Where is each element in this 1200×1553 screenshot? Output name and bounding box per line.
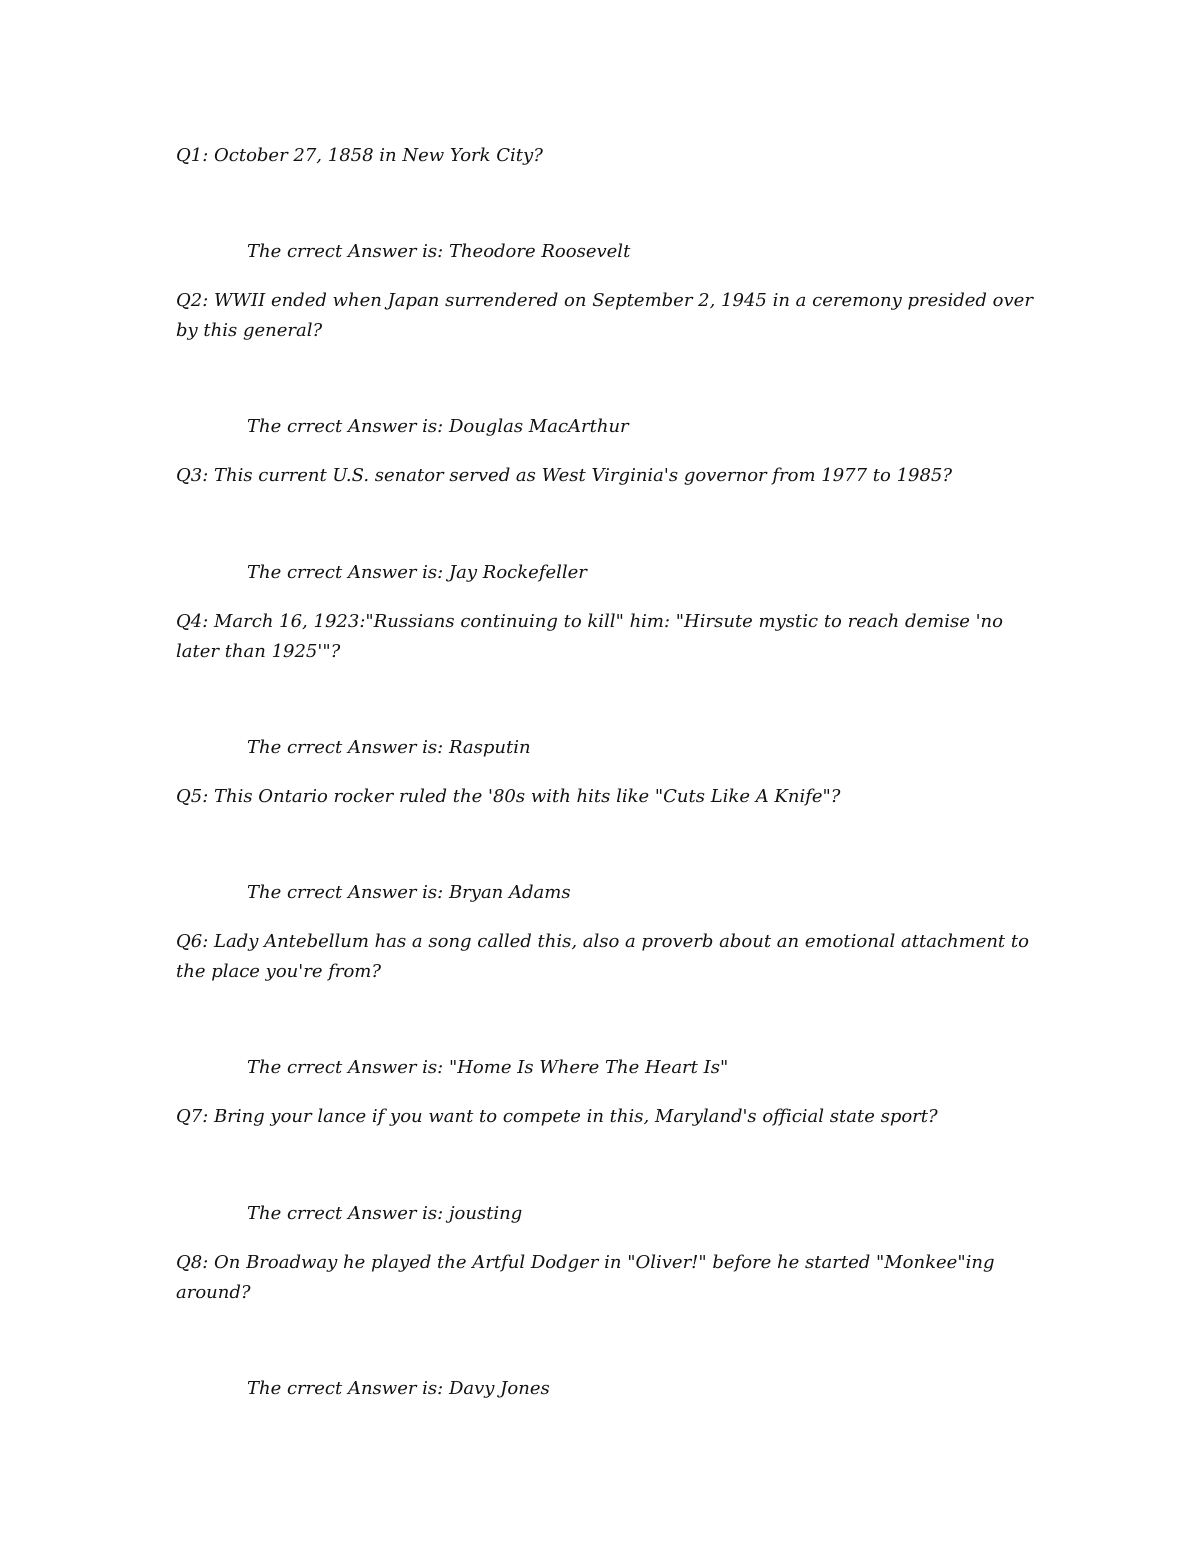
answer-2: The crrect Answer is: Douglas MacArthur bbox=[247, 416, 629, 437]
answer-3: The crrect Answer is: Jay Rockefeller bbox=[247, 562, 587, 583]
answer-4: The crrect Answer is: Rasputin bbox=[247, 737, 531, 758]
question-3: Q3: This current U.S. senator served as West Virginia's governor from 1977 to 1985? bbox=[176, 465, 953, 486]
question-2: Q2: WWII ended when Japan surrendered on September 2, 1945 in a ceremony presided over by this general? bbox=[176, 290, 1033, 341]
question-7: Q7: Bring your lance if you want to compete in this, Maryland's official state sport? bbox=[176, 1106, 938, 1127]
answer-5: The crrect Answer is: Bryan Adams bbox=[247, 882, 571, 903]
question-8: Q8: On Broadway he played the Artful Dodger in "Oliver!" before he started "Monkee"ing around? bbox=[176, 1252, 995, 1303]
answer-7: The crrect Answer is: jousting bbox=[247, 1203, 523, 1224]
question-1: Q1: October 27, 1858 in New York City? bbox=[176, 145, 543, 166]
question-5: Q5: This Ontario rocker ruled the '80s with hits like "Cuts Like A Knife"? bbox=[176, 786, 841, 807]
question-6: Q6: Lady Antebellum has a song called this, also a proverb about an emotional attachment to the place you're from? bbox=[176, 931, 1029, 982]
answer-1: The crrect Answer is: Theodore Roosevelt bbox=[247, 241, 631, 262]
answer-8: The crrect Answer is: Davy Jones bbox=[247, 1378, 550, 1399]
answer-6: The crrect Answer is: "Home Is Where The Heart Is" bbox=[247, 1057, 729, 1078]
question-4: Q4: March 16, 1923:"Russians continuing to kill" him: "Hirsute mystic to reach demise 'no later than 1925'"? bbox=[176, 611, 1003, 662]
